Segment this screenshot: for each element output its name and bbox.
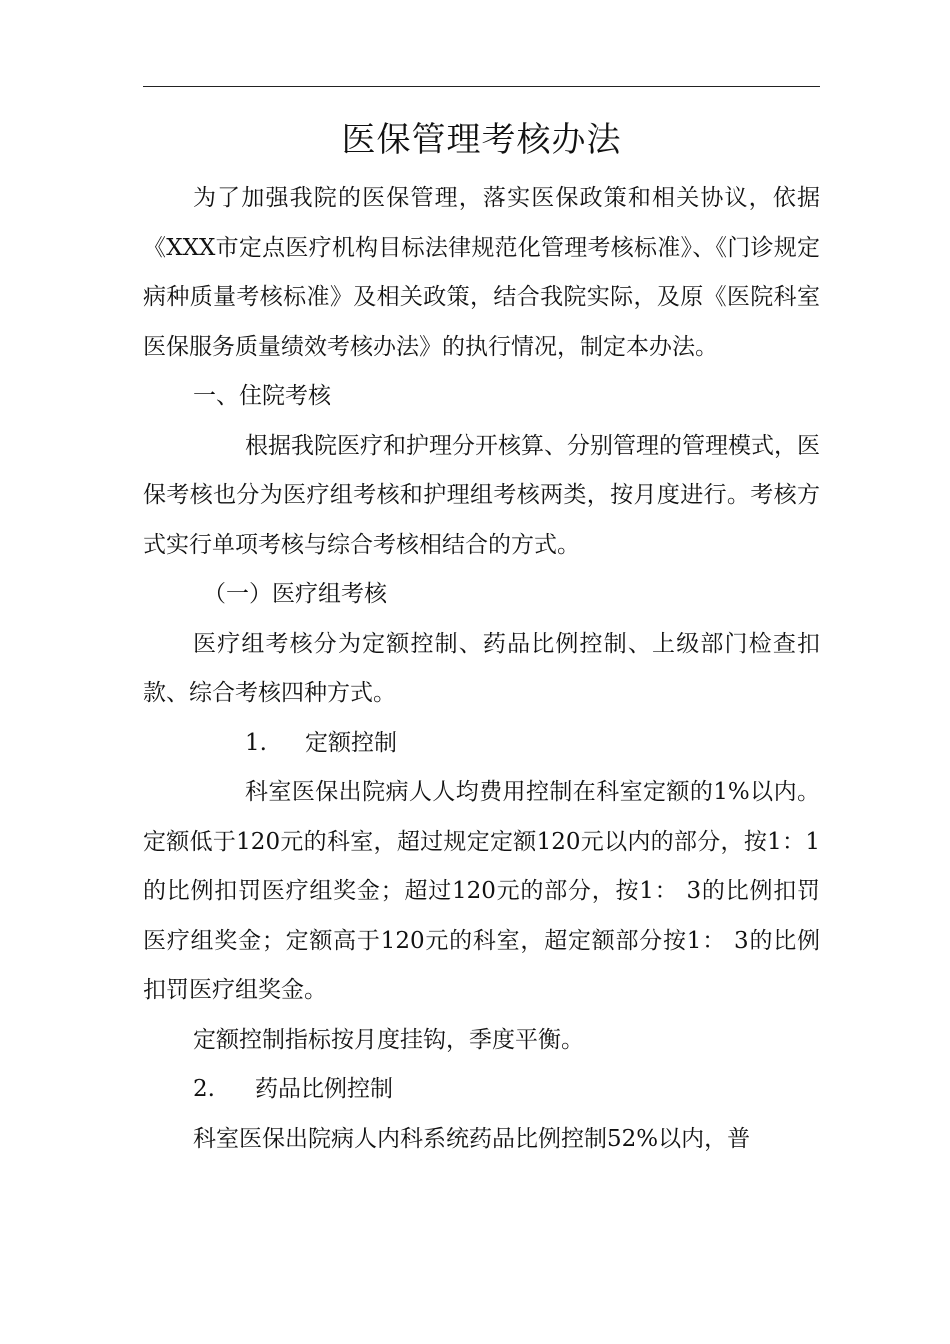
subsection-heading-medical-group: （一）医疗组考核 — [203, 581, 387, 607]
item-label: 药品比例控制 — [254, 1076, 393, 1102]
item-number: 2. — [193, 1076, 215, 1102]
paragraph-intro: 为了加强我院的医保管理，落实医保政策和相关协议，依据《XXX市定点医疗机构目标法律规范化管理考核标准》、《门诊规定病种质量考核标准》及相关政策，结合我院实际，及原《医院科室医保服务质量绩效考核办法》的执行情况，制定本办法。 — [143, 185, 820, 360]
paragraph-quota-period: 定额控制指标按月度挂钩，季度平衡。 — [193, 1026, 584, 1053]
paragraph-quota-rules: 科室医保出院病人人均费用控制在科室定额的1%以内。定额低于120元的科室，超过规定定额120元以内的部分，按1：1的比例扣罚医疗组奖金；超过120元的部分，按1： 3的比例扣罚医疗组奖金；定额高于120元的科室，超定额部分按1： 3的比例扣罚医疗组奖金。 — [143, 779, 820, 1003]
document-title: 医保管理考核办法 — [341, 120, 622, 160]
paragraph-medical-group-methods: 医疗组考核分为定额控制、药品比例控制、上级部门检查扣款、综合考核四种方式。 — [143, 630, 820, 706]
paragraph-drug-ratio: 科室医保出院病人内科系统药品比例控制52%以内，普 — [193, 1125, 751, 1152]
paragraph-assessment-mode: 根据我院医疗和护理分开核算、分别管理的管理模式，医保考核也分为医疗组考核和护理组考核两类，按月度进行。考核方式实行单项考核与综合考核相结合的方式。 — [143, 432, 820, 558]
section-heading-inpatient: 一、住院考核 — [193, 383, 331, 409]
item-number: 1. — [245, 729, 267, 756]
numbered-item-quota-control — [143, 719, 820, 769]
document-body — [143, 174, 820, 1164]
header-rule — [143, 86, 820, 87]
item-label: 定额控制 — [304, 729, 397, 756]
numbered-item-drug-ratio — [143, 1065, 820, 1115]
